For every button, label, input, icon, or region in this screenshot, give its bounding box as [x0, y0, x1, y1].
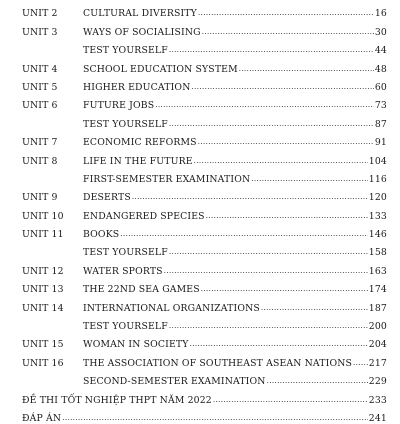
toc-row[interactable] [0, 314, 400, 332]
toc-unit-label: UNIT 11 [22, 229, 64, 241]
toc-page-number: 146 [368, 229, 387, 241]
toc-row[interactable] [0, 130, 400, 148]
toc-row[interactable] [0, 203, 400, 221]
toc-row[interactable] [0, 369, 400, 387]
toc-unit-label: UNIT 4 [22, 63, 58, 75]
toc-leader-dots [120, 229, 367, 240]
toc-leader-dots [169, 119, 374, 130]
toc-page-number: 16 [374, 8, 387, 20]
toc-leader-dots [201, 284, 368, 295]
toc-leader-dots [164, 266, 368, 277]
toc-entry-title: TEST YOURSELF [83, 118, 168, 130]
toc-row[interactable] [0, 258, 400, 276]
toc-entry-title: FUTURE JOBS [83, 100, 155, 112]
toc-leader-dots [261, 303, 368, 314]
toc-entry-title: ENDANGERED SPECIES [83, 210, 205, 222]
toc-entry-title: WATER SPORTS [83, 265, 163, 277]
toc-leader-dots [198, 137, 374, 148]
toc-unit-label: UNIT 16 [22, 357, 64, 369]
toc-row[interactable] [0, 387, 400, 405]
toc-leader-dots [194, 156, 368, 167]
toc-row[interactable] [0, 332, 400, 350]
toc-entry-title: HIGHER EDUCATION [83, 81, 191, 93]
toc-entry-title: FIRST-SEMESTER EXAMINATION [83, 173, 251, 185]
toc-unit-label: UNIT 8 [22, 155, 58, 167]
toc-entry-title: WOMAN IN SOCIETY [83, 339, 189, 351]
toc-entry-title: TEST YOURSELF [83, 247, 168, 259]
toc-leader-dots [206, 211, 368, 222]
toc-row[interactable] [0, 56, 400, 74]
toc-entry-title: DESERTS [83, 192, 131, 204]
toc-page-number: 44 [374, 45, 387, 57]
toc-page-number: 241 [368, 412, 387, 424]
toc-row[interactable] [0, 240, 400, 258]
toc-row[interactable] [0, 75, 400, 93]
toc-row[interactable] [0, 38, 400, 56]
toc-leader-dots [132, 192, 368, 203]
toc-entry-title: INTERNATIONAL ORGANIZATIONS [83, 302, 260, 314]
toc-unit-label: UNIT 7 [22, 137, 58, 149]
toc-unit-label: UNIT 5 [22, 81, 58, 93]
toc-page-number: 116 [368, 173, 387, 185]
toc-unit-label: UNIT 10 [22, 210, 64, 222]
toc-page-number: 217 [368, 357, 387, 369]
toc-leader-dots [202, 27, 374, 38]
toc-row[interactable] [0, 222, 400, 240]
toc-row[interactable] [0, 295, 400, 313]
toc-entry-title: ECONOMIC REFORMS [83, 137, 197, 149]
toc-entry-title: ĐÁP ÁN [22, 412, 62, 424]
toc-row[interactable] [0, 148, 400, 166]
toc-unit-label: UNIT 14 [22, 302, 64, 314]
toc-row[interactable] [0, 93, 400, 111]
toc-row[interactable] [0, 350, 400, 368]
toc-unit-label: UNIT 6 [22, 100, 58, 112]
toc-unit-label: UNIT 15 [22, 339, 64, 351]
toc-entry-title: SCHOOL EDUCATION SYSTEM [83, 63, 238, 75]
toc-page-number: 200 [368, 321, 387, 333]
toc-page-number: 233 [368, 394, 387, 406]
toc-leader-dots [155, 100, 374, 111]
toc-page-number: 158 [368, 247, 387, 259]
toc-page-number: 87 [374, 118, 387, 130]
toc-page-number: 229 [368, 376, 387, 388]
toc-entry-title: THE 22ND SEA GAMES [83, 284, 200, 296]
toc-leader-dots [213, 395, 368, 406]
toc-entry-title: LIFE IN THE FUTURE [83, 155, 193, 167]
toc-unit-label: UNIT 9 [22, 192, 58, 204]
toc-row[interactable] [0, 277, 400, 295]
toc-entry-title: TEST YOURSELF [83, 45, 168, 57]
toc-page-number: 163 [368, 265, 387, 277]
toc-page-number: 174 [368, 284, 387, 296]
toc-leader-dots [239, 64, 374, 75]
toc-row[interactable] [0, 167, 400, 185]
toc-leader-dots [267, 376, 368, 387]
toc-entry-title: SECOND-SEMESTER EXAMINATION [83, 376, 266, 388]
toc-leader-dots [169, 45, 374, 56]
toc-page-number: 30 [374, 26, 387, 38]
toc-page-number: 91 [374, 137, 387, 149]
toc-unit-label: UNIT 12 [22, 265, 64, 277]
toc-page-number: 60 [374, 81, 387, 93]
toc-entry-title: THE ASSOCIATION OF SOUTHEAST ASEAN NATIONS [83, 357, 353, 369]
toc-page-number: 73 [374, 100, 387, 112]
toc-leader-dots [191, 82, 373, 93]
toc-leader-dots [251, 174, 368, 185]
toc-leader-dots [169, 321, 368, 332]
toc-entry-title: CULTURAL DIVERSITY [83, 8, 197, 20]
toc-page-number: 204 [368, 339, 387, 351]
toc-page-number: 104 [368, 155, 387, 167]
toc-leader-dots [353, 358, 368, 369]
toc-leader-dots [190, 339, 368, 350]
toc-leader-dots [169, 247, 368, 258]
toc-leader-dots [62, 413, 368, 424]
toc-page-number: 133 [368, 210, 387, 222]
toc-entry-title: ĐỀ THI TỐT NGHIỆP THPT NĂM 2022 [22, 394, 212, 406]
toc-row[interactable] [0, 19, 400, 37]
toc-row[interactable] [0, 1, 400, 19]
toc-unit-label: UNIT 3 [22, 26, 58, 38]
toc-row[interactable] [0, 406, 400, 424]
toc-entry-title: BOOKS [83, 229, 120, 241]
toc-unit-label: UNIT 2 [22, 8, 58, 20]
toc-entry-title: WAYS OF SOCIALISING [83, 26, 201, 38]
toc-row[interactable] [0, 111, 400, 129]
toc-page-number: 120 [368, 192, 387, 204]
toc-row[interactable] [0, 185, 400, 203]
toc-leader-dots [198, 8, 374, 19]
toc-page-number: 48 [374, 63, 387, 75]
toc-entry-title: TEST YOURSELF [83, 321, 168, 333]
toc-unit-label: UNIT 13 [22, 284, 64, 296]
toc-page-number: 187 [368, 302, 387, 314]
